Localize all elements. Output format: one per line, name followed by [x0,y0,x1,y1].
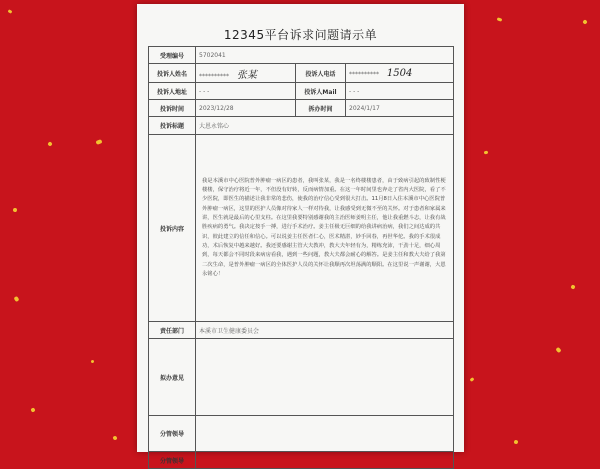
confetti-decoration [14,296,20,302]
phone-masked: ********** [349,70,379,78]
responsible-label: 责任部门 [149,322,196,339]
dispatch-time-value: 2024/1/17 [346,100,454,117]
address-label: 投诉人地址 [149,83,196,100]
confetti-decoration [8,9,13,14]
opinion-blank [196,339,454,416]
confetti-decoration [47,141,53,147]
leader-label: 分管领导 [149,416,196,452]
confetti-decoration [91,360,95,364]
confetti-decoration [582,19,588,25]
complaint-time-value: 2023/12/28 [196,100,296,117]
content-cell [196,135,454,322]
subject-label: 投诉标题 [149,117,196,135]
mail-label: 投诉人Mail [296,83,346,100]
name-cell [196,64,296,83]
last-label: 分管领导 [149,452,196,469]
complaint-time-label: 投诉时间 [149,100,196,117]
address-value: - - - [196,83,296,100]
form-title: 12345平台诉求问题请示单 [223,28,378,42]
phone-handwritten: 1504 [386,67,413,79]
confetti-decoration [514,440,519,445]
subject-value: 大恩永铭心 [196,117,454,135]
complaint-form-paper [137,4,464,465]
id-value: 5702041 [196,47,454,64]
responsible-value: 本溪市卫生健康委员会 [196,322,454,339]
form-table [148,46,454,469]
opinion-label: 拟办意见 [149,339,196,416]
confetti-decoration [95,139,102,145]
confetti-decoration [470,377,475,382]
content-text: 我是本溪市中心医院普外肿瘤一病区的患者，我叫张某，我是一名终楼楼患者，由于致病引起的致制性梗楼楼，保守治疗将近一年，不但没有好转，反而病情加重。在这一年时间里也奔走了省内大医院，看了不少医院，即医生的描述让我非常的悲伤，使我的治疗信心受到很大打击。11月8日入住本溪市中心医院普外肿瘤一病区，这里的医护人员像对待家人一样对待我，让我感受到无微不至的关怀。对于患者和家属来讲，医生就是最后的心里支柱。在这里我要特别感谢我的主治医师姜明主任，他让我重燃斗志，让我有战胜疾病的勇气。我决定按手一搏，进行手术治疗。姜主任极无巨细的给我讲病治病，我们之间达成的共识，彼此建立的信任和信心。可以说姜主任医者仁心，医术精湛，妙手回春，再世华佗。我的手术很成功，术后恢复中越来越好。我还要感谢主管大夫教冲，教大夫年轻有为，精练充沛，干劲十足，细心周到，每天都会不同时段来病房看我，遇到一些问题，教大夫都会耐心的解答。是姜主任和教大夫给了我第二次生命，是普外肿瘤一病区的全体医护人员的关怀让我顺再次坦荡满的顺阳。在这里说一声谢谢，大恩永铭心！ [202,177,446,277]
confetti-decoration [555,347,561,353]
confetti-decoration [112,435,117,440]
dispatch-time-label: 拆办时间 [296,100,346,117]
name-masked: ********** [199,72,229,80]
phone-cell [346,64,454,83]
name-label: 投诉人姓名 [149,64,196,83]
last-blank [196,452,454,469]
mail-value: - - - [346,83,454,100]
id-label: 受理编号 [149,47,196,64]
phone-label: 投诉人电话 [296,64,346,83]
confetti-decoration [497,17,503,22]
confetti-decoration [13,208,18,213]
confetti-decoration [484,151,489,155]
confetti-decoration [570,284,575,289]
leader-blank [196,416,454,452]
name-handwritten: 张某 [236,69,257,81]
content-label: 投诉内容 [149,135,196,322]
confetti-decoration [30,407,35,412]
